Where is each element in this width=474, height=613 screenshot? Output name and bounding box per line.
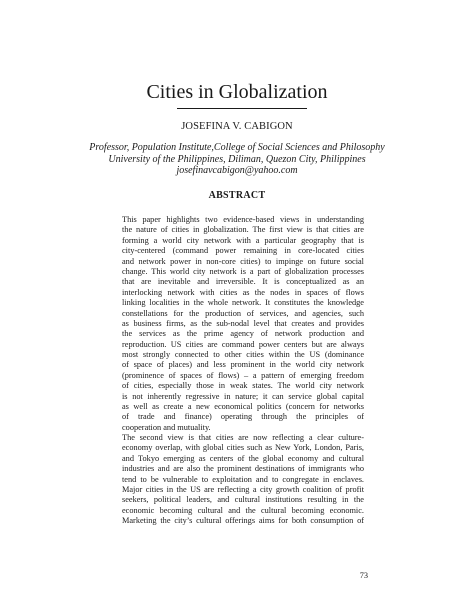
text-line: as business firms, as the sub-nodal level that creates and provides [122, 318, 364, 328]
text-line: constellations for the production of services, and agencies, such [122, 308, 364, 318]
text-line: (prominence of spaces of flows) – a pattern of emerging freedom [122, 370, 364, 380]
text-line: cooperation and mutuality. [122, 422, 211, 432]
author-name: JOSEFINA V. CABIGON [181, 121, 293, 132]
text-line: as well as create a new economical politics (concern for networks [122, 402, 364, 412]
paper-title: Cities in Globalization [146, 81, 328, 103]
text-line: tend to be vulnerable to exploitation and to congregate in enclaves. [122, 474, 364, 484]
text-line: forming a world city network with a particular geography that is [122, 235, 364, 245]
text-line: seekers, political leaders, and cultural institutions resulting in the [122, 495, 364, 505]
abstract-paragraph-2 [122, 433, 364, 527]
text-line: and Tokyo emerging as centers of the global economy and cultural [122, 453, 364, 463]
text-line: the nature of cities in globalization. The first view is that cities are [122, 225, 364, 235]
abstract-paragraph-1 [122, 215, 364, 433]
author-affiliation [0, 142, 474, 177]
text-line: Marketing the city’s cultural offerings aims for both consumption of [122, 516, 364, 526]
text-line: Major cities in the US are reflecting a city growth coalition of profit [122, 484, 364, 494]
text-line: reproduction. US cities are command power centers but are always [122, 339, 364, 349]
affiliation-line: University of the Philippines, Diliman, Quezon City, Philippines [108, 153, 366, 165]
page-number: 73 [359, 571, 368, 580]
text-line: most strongly connected to other cities within the US (dominance [122, 350, 364, 360]
text-line: economy overlap, with global cities such as New York, London, Paris, [122, 443, 364, 453]
text-line: of cities, especially those in weak states. The world city network [122, 381, 364, 391]
text-line: change. This world city network is a part of globalization processes [122, 266, 364, 276]
author-email: josefinavcabigon@yahoo.com [176, 165, 298, 176]
text-line: interlocking network with cities as the nodes in spaces of flows [122, 287, 364, 297]
text-line: linking localities in the whole network. It constitutes the knowledge [122, 298, 364, 308]
text-line: that are inevitable and irreversible. It is conceptualized as an [122, 277, 364, 287]
text-line: is not inherently regressive in nature; it can service global capital [122, 391, 364, 401]
abstract-heading: ABSTRACT [208, 190, 266, 201]
text-line: This paper highlights two evidence-based views in understanding [122, 215, 364, 224]
text-line: of trade and finance) operating through the principles of [122, 412, 364, 422]
text-line: the services as the prime agency of network production and [122, 329, 364, 339]
text-line: economic becoming cultural and the cultural becoming economic. [122, 505, 364, 515]
text-line: industries and are also the prominent destinations of immigrants who [122, 464, 364, 474]
text-line: of space of places) and less prominent in the world city network [122, 360, 364, 370]
title-divider [177, 108, 307, 109]
affiliation-line: Professor, Population Institute,College of Social Sciences and Philosophy [89, 142, 385, 153]
text-line: city-centered (command power remaining in core-located cities [122, 246, 364, 256]
text-line: The second view is that cities are now reflecting a clear culture- [122, 433, 364, 442]
text-line: and network power in non-core cities) to impinge on future social [122, 256, 364, 266]
